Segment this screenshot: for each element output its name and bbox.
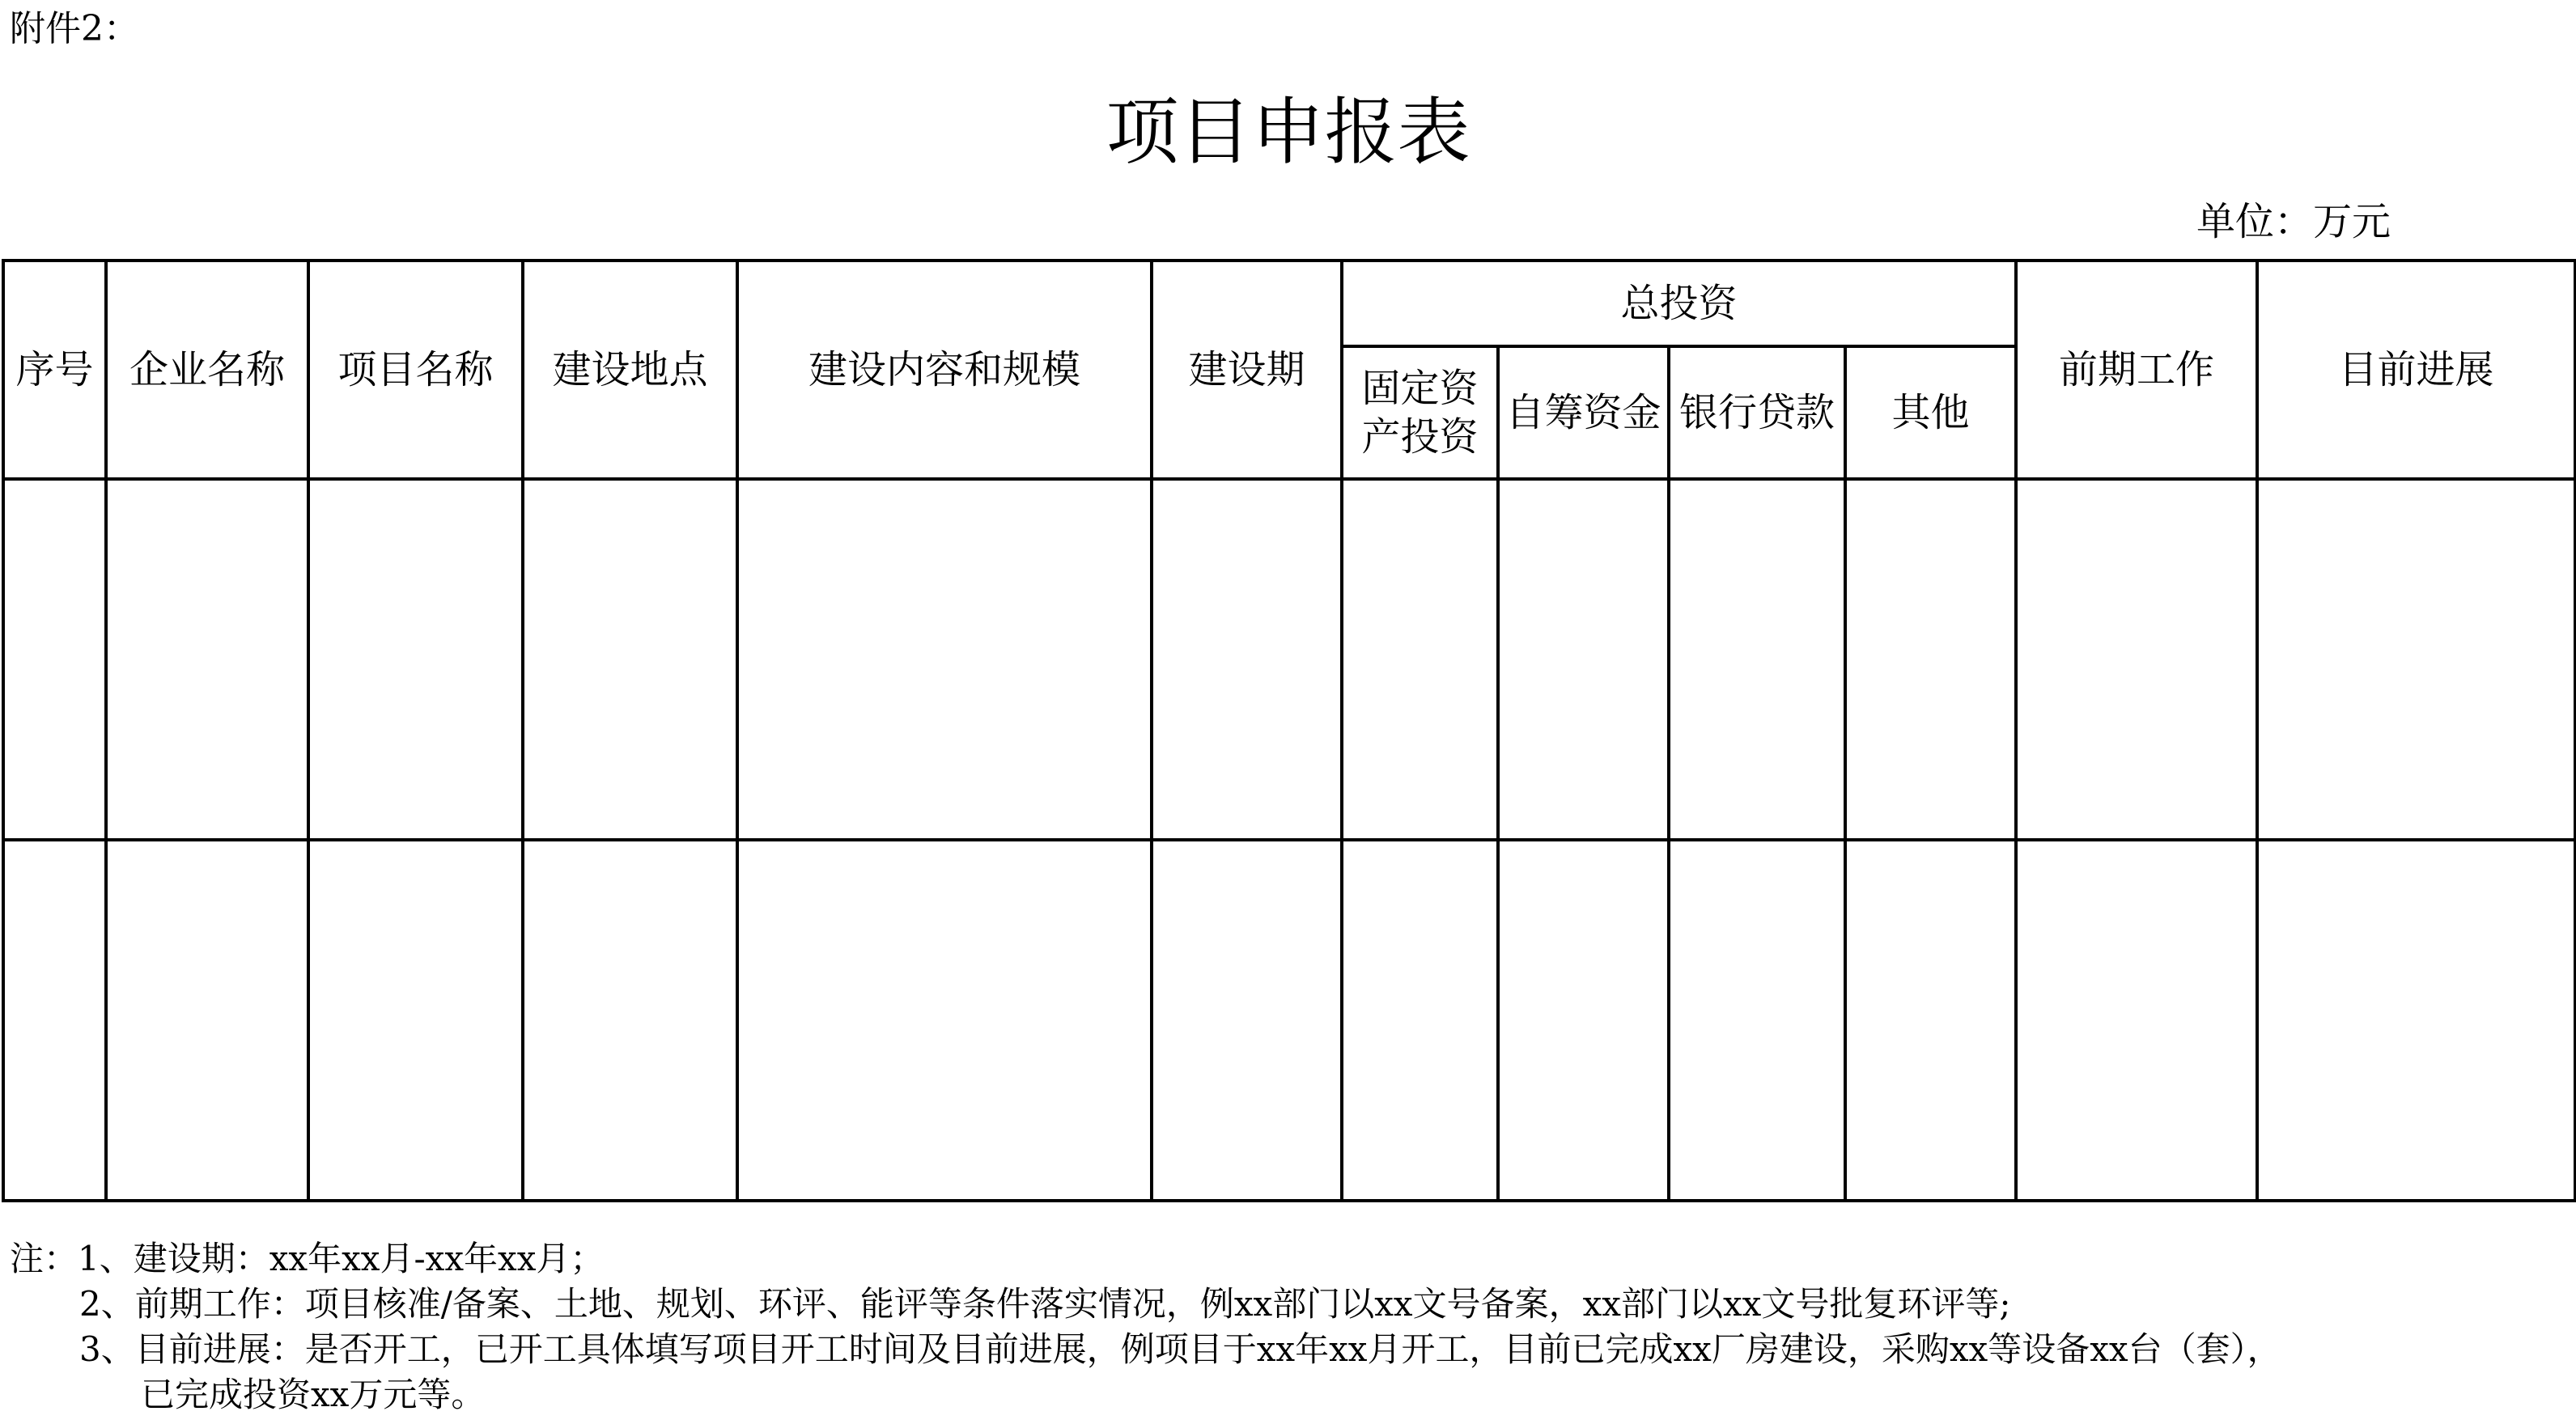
cell-bank-loan[interactable]	[1669, 479, 1845, 840]
cell-construction-period[interactable]	[1152, 840, 1342, 1201]
header-fixed-asset-investment: 固定资 产投资	[1342, 346, 1498, 479]
cell-content-scale[interactable]	[737, 840, 1152, 1201]
cell-project-name[interactable]	[308, 479, 523, 840]
cell-content-scale[interactable]	[737, 479, 1152, 840]
header-project-name: 项目名称	[308, 261, 523, 479]
header-content-scale: 建设内容和规模	[737, 261, 1152, 479]
note-line-3: 3、目前进展：是否开工，已开工具体填写项目开工时间及目前进展，例项目于xx年xx月开工，目前已完成xx厂房建设，采购xx等设备xx台（套），	[79, 1329, 2281, 1369]
cell-company-name[interactable]	[106, 479, 308, 840]
unit-label: 单位：万元	[2196, 199, 2391, 244]
header-construction-period: 建设期	[1152, 261, 1342, 479]
notes	[10, 1236, 2281, 1418]
header-self-funds: 自筹资金	[1498, 346, 1669, 479]
cell-location[interactable]	[523, 840, 737, 1201]
table-row	[3, 840, 2575, 1201]
cell-self-funds[interactable]	[1498, 840, 1669, 1201]
header-row-top	[3, 261, 2575, 346]
header-bank-loan: 银行贷款	[1669, 346, 1845, 479]
note-line-4: 已完成投资xx万元等。	[141, 1375, 486, 1414]
cell-location[interactable]	[523, 479, 737, 840]
cell-preliminary-work[interactable]	[2016, 840, 2257, 1201]
cell-project-name[interactable]	[308, 840, 523, 1201]
header-current-progress: 目前进展	[2257, 261, 2575, 479]
header-company-name: 企业名称	[106, 261, 308, 479]
header-location: 建设地点	[523, 261, 737, 479]
attachment-label: 附件2：	[10, 8, 139, 49]
table-row	[3, 479, 2575, 840]
header-preliminary-work: 前期工作	[2016, 261, 2257, 479]
form-title: 项目申报表	[1106, 90, 1470, 175]
cell-current-progress[interactable]	[2257, 840, 2575, 1201]
cell-current-progress[interactable]	[2257, 479, 2575, 840]
cell-other[interactable]	[1845, 479, 2016, 840]
cell-other[interactable]	[1845, 840, 2016, 1201]
cell-fixed-asset-investment[interactable]	[1342, 479, 1498, 840]
cell-company-name[interactable]	[106, 840, 308, 1201]
cell-fixed-asset-investment[interactable]	[1342, 840, 1498, 1201]
header-total-investment: 总投资	[1342, 261, 2016, 346]
cell-seq[interactable]	[3, 479, 106, 840]
cell-self-funds[interactable]	[1498, 479, 1669, 840]
cell-preliminary-work[interactable]	[2016, 479, 2257, 840]
cell-construction-period[interactable]	[1152, 479, 1342, 840]
cell-bank-loan[interactable]	[1669, 840, 1845, 1201]
note-line-1: 注：1、建设期：xx年xx月-xx年xx月；	[10, 1239, 605, 1278]
cell-seq[interactable]	[3, 840, 106, 1201]
project-application-table	[2, 259, 2576, 1202]
header-seq: 序号	[3, 261, 106, 479]
header-other: 其他	[1845, 346, 2016, 479]
note-line-2: 2、前期工作：项目核准/备案、土地、规划、环评、能评等条件落实情况，例xx部门以xx文号备案，xx部门以xx文号批复环评等;	[79, 1284, 2011, 1324]
